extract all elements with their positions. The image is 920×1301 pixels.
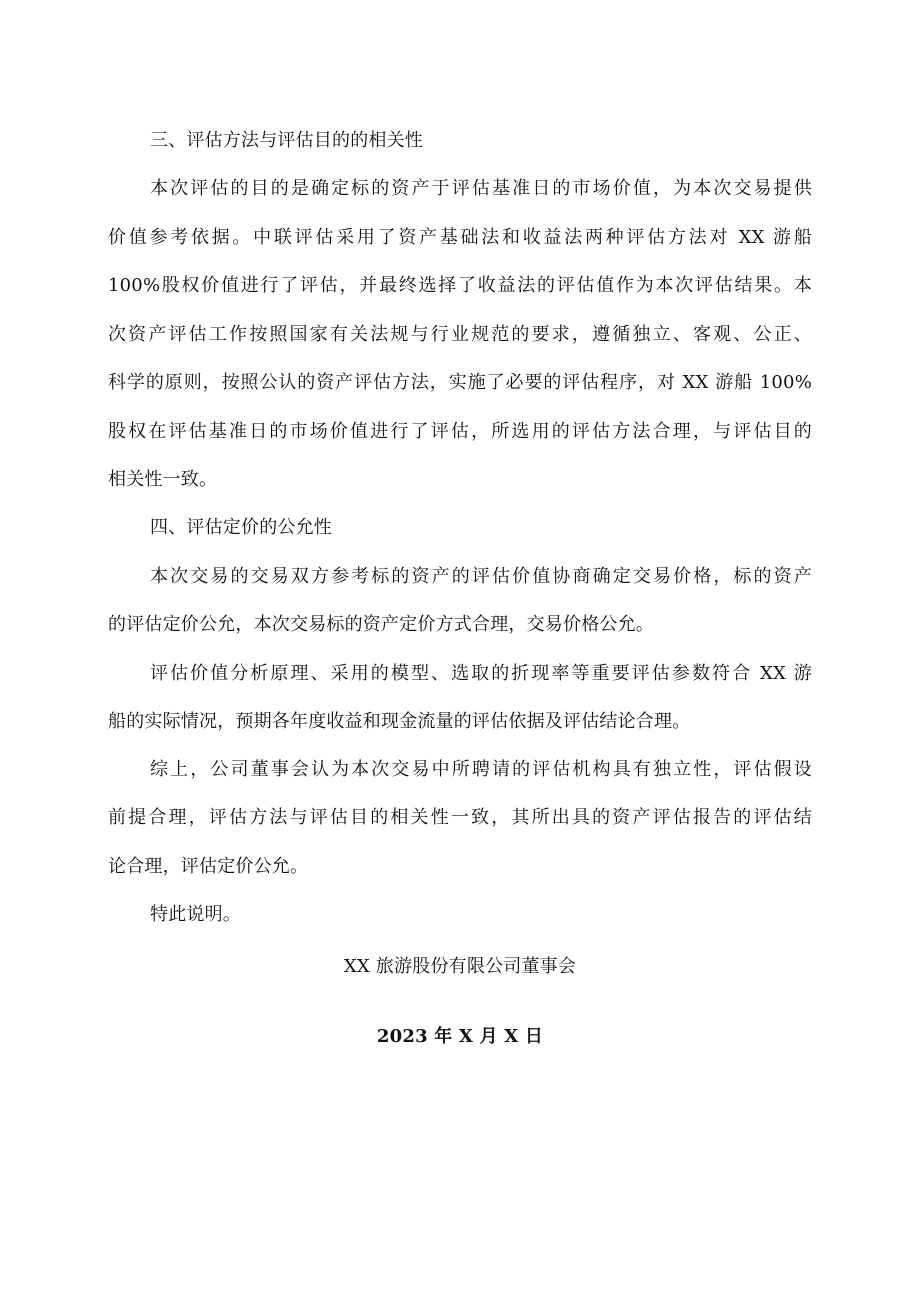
section-3-line-4: 次资产评估工作按照国家有关法规与行业规范的要求，遵循独立、客观、公正、 (108, 324, 812, 345)
section-3-line-3: 100%股权价值进行了评估，并最终选择了收益法的评估值作为本次评估结果。本 (108, 275, 812, 296)
section-3-line-7: 相关性一致。 (108, 469, 218, 490)
section-4-para-2-line-2: 船的实际情况，预期各年度收益和现金流量的评估依据及评估结论合理。 (108, 711, 691, 732)
closing-statement: 特此说明。 (150, 904, 241, 925)
section-3-line-1: 本次评估的目的是确定标的资产于评估基准日的市场价值，为本次交易提供 (150, 178, 812, 199)
section-3-line-2: 价值参考依据。中联评估采用了资产基础法和收益法两种评估方法对 XX 游船 (108, 227, 812, 248)
section-3-line-6: 股权在评估基准日的市场价值进行了评估，所选用的评估方法合理，与评估目的 (108, 421, 812, 442)
conclusion-line-1: 综上，公司董事会认为本次交易中所聘请的评估机构具有独立性，评估假设 (150, 759, 812, 780)
signature-date: 2023 年 X 月 X 日 (376, 1026, 544, 1047)
section-4-para-2-line-1: 评估价值分析原理、采用的模型、选取的折现率等重要评估参数符合 XX 游 (150, 663, 812, 684)
conclusion-line-2: 前提合理，评估方法与评估目的相关性一致，其所出具的资产评估报告的评估结 (108, 807, 812, 828)
section-3-heading: 三、评估方法与评估目的的相关性 (150, 130, 423, 151)
section-4-para-1-line-1: 本次交易的交易双方参考标的资产的评估价值协商确定交易价格，标的资产 (150, 566, 812, 587)
conclusion-line-3: 论合理，评估定价公允。 (108, 856, 309, 877)
section-4-para-1-line-2: 的评估定价公允，本次交易标的资产定价方式合理，交易价格公允。 (108, 614, 654, 635)
section-4-heading: 四、评估定价的公允性 (150, 517, 332, 538)
section-3-line-5: 科学的原则，按照公认的资产评估方法，实施了必要的评估程序，对 XX 游船 100% (108, 372, 812, 393)
signature-company: XX 旅游股份有限公司董事会 (343, 956, 577, 977)
